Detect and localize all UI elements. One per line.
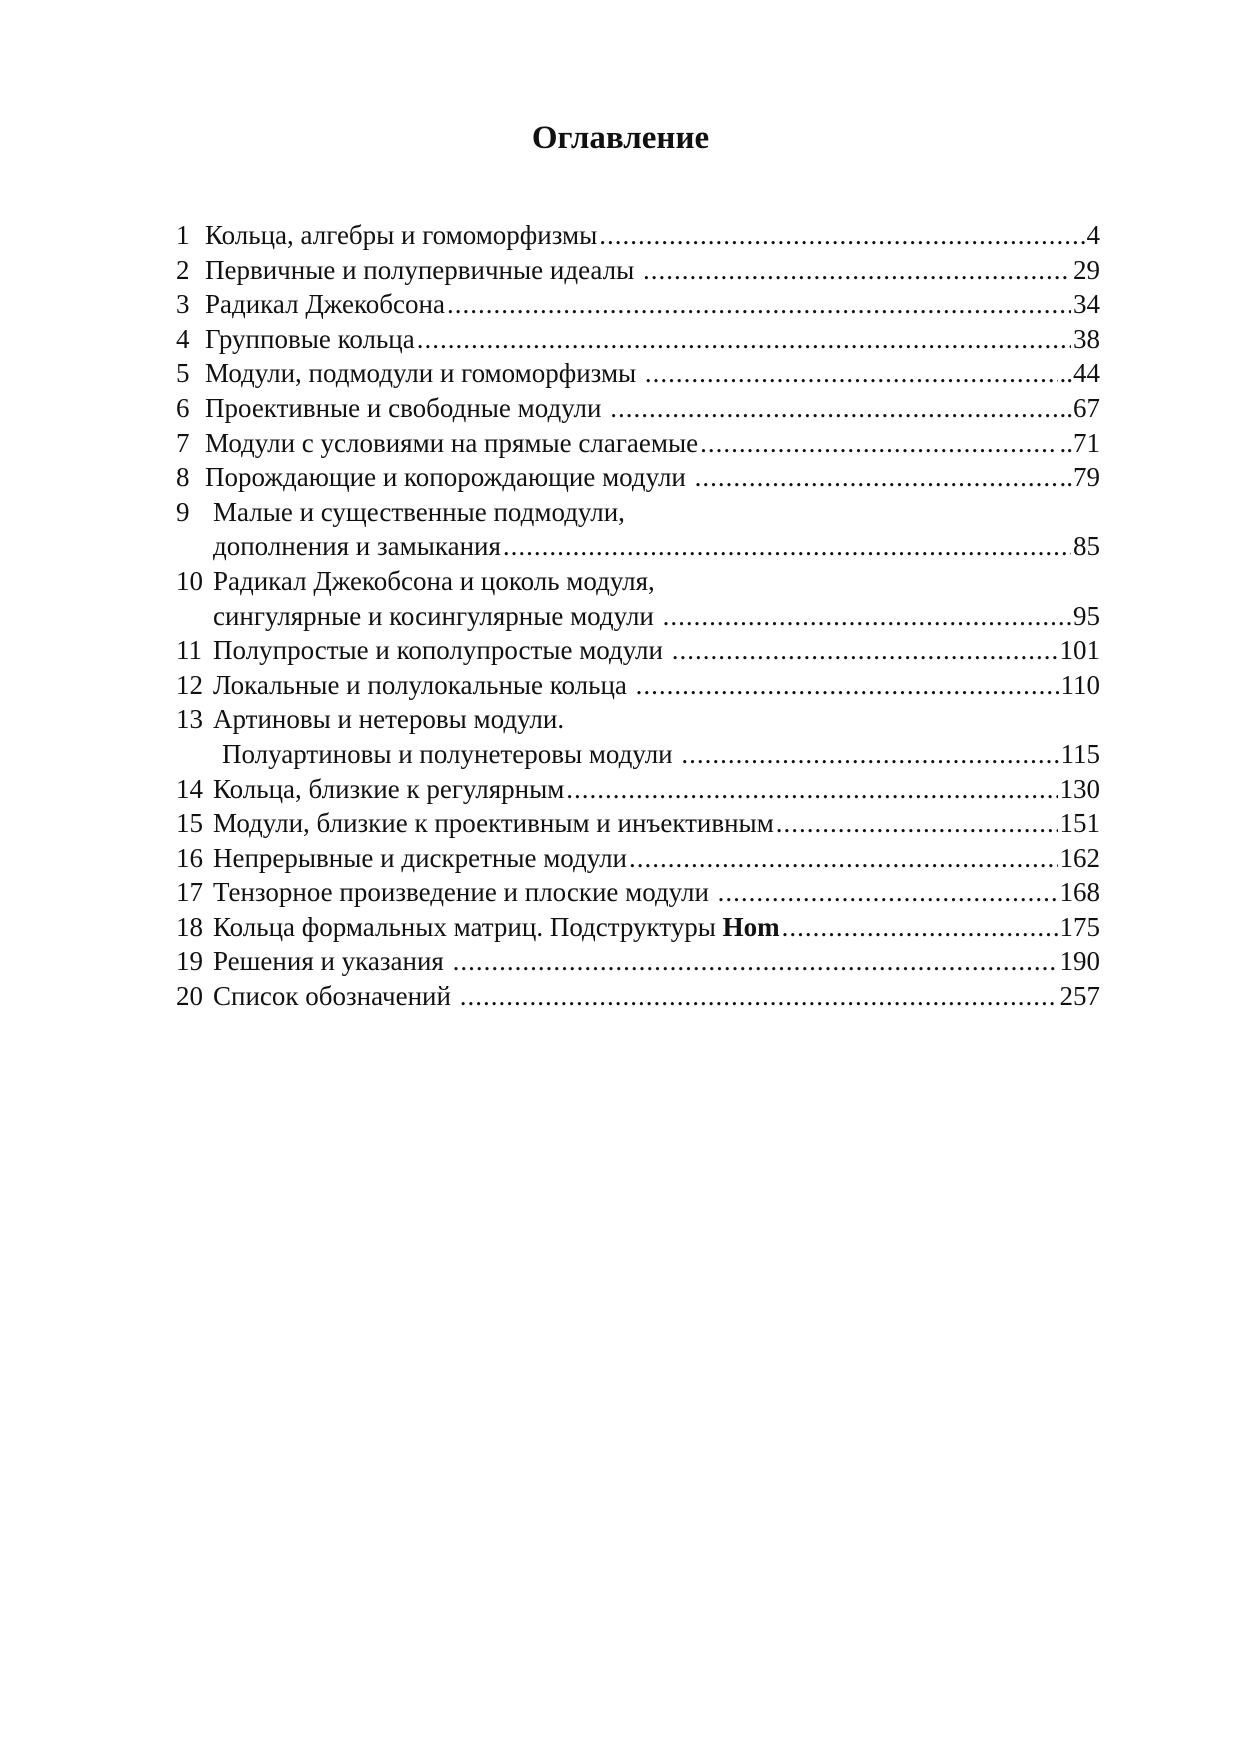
toc-entry-4[interactable] xyxy=(176,322,1100,357)
toc-entry-title: Полупростые и кополупростые модули xyxy=(213,635,670,666)
toc-entry-number: 16 xyxy=(176,842,203,873)
dot-leader xyxy=(776,806,1058,841)
toc-entry-number: 13 xyxy=(176,704,203,735)
toc-entry-title xyxy=(213,910,780,945)
toc-entry-page: 168 xyxy=(1059,877,1100,908)
toc-entry-page: 95 xyxy=(1073,600,1100,631)
toc-entry-title: Радикал Джекобсона xyxy=(205,289,445,320)
dot-leader xyxy=(599,218,1084,253)
toc-entry-number: 19 xyxy=(176,946,203,977)
toc-entry-title: Полуартиновы и полунетеровы модули xyxy=(222,738,680,769)
toc-entry-page: 257 xyxy=(1059,981,1100,1012)
toc-entry-number: 10 xyxy=(176,565,203,596)
toc-entry-title-first-line: Артиновы и нетеровы модули. xyxy=(213,704,565,735)
toc-entry-page: 190 xyxy=(1059,946,1100,977)
toc-entry-number: 4 xyxy=(176,323,190,354)
dot-leader xyxy=(460,979,1058,1014)
toc-entry-number: 17 xyxy=(176,877,203,908)
toc-entry-page: ..71 xyxy=(1059,427,1100,458)
toc-entry-11[interactable] xyxy=(176,633,1100,668)
dot-leader xyxy=(782,910,1058,945)
page-title: Оглавление xyxy=(531,120,710,156)
toc-entry-title: Модули, подмодули и гомоморфизмы xyxy=(205,358,643,389)
dot-leader xyxy=(695,460,1058,495)
toc-entry-title: Первичные и полупервичные идеалы xyxy=(205,254,641,285)
toc-entry-title-bold: Hom xyxy=(722,911,780,942)
toc-entry-8[interactable] xyxy=(176,460,1100,495)
dot-leader xyxy=(417,322,1071,357)
toc-entry-title: сингулярные и косингулярные модули xyxy=(213,600,661,631)
toc-entry-page: ..67 xyxy=(1059,392,1100,423)
toc-entry-number: 18 xyxy=(176,911,203,942)
dot-leader xyxy=(681,737,1058,772)
toc-entry-3[interactable] xyxy=(176,287,1100,322)
toc-entry-title: Решения и указания xyxy=(213,946,451,977)
dot-leader xyxy=(610,391,1057,426)
toc-entry-number: 1 xyxy=(176,220,190,250)
toc-entry-6[interactable] xyxy=(176,391,1100,426)
dot-leader xyxy=(663,599,1071,634)
toc-entry-number: 9 xyxy=(176,496,190,527)
toc-entry-page: 110 xyxy=(1060,669,1100,700)
toc-entry-page: 162 xyxy=(1059,842,1100,873)
toc-entry-title-first-line: Радикал Джекобсона и цоколь модуля, xyxy=(213,565,655,596)
toc-entry-title: Кольца, близкие к регулярным xyxy=(213,773,565,804)
toc-entry-page: ..44 xyxy=(1059,358,1100,389)
toc-entry-title: Тензорное произведение и плоские модули xyxy=(213,877,716,908)
toc-entry-page: 151 xyxy=(1059,808,1100,839)
dot-leader xyxy=(636,668,1059,703)
dot-leader xyxy=(645,356,1058,391)
toc-entry-5[interactable] xyxy=(176,356,1100,391)
toc-entry-20[interactable] xyxy=(176,979,1100,1014)
dot-leader xyxy=(453,944,1058,979)
toc-entry-title: Модули, близкие к проективным и инъективным xyxy=(213,808,774,839)
toc-entry-1[interactable] xyxy=(176,218,1100,253)
dot-leader xyxy=(672,633,1058,668)
toc-entry-13[interactable] xyxy=(176,702,1100,771)
toc-entry-number: 7 xyxy=(176,427,190,458)
toc-entry-title-first-line: Малые и существенные подмодули, xyxy=(213,496,625,527)
toc-entry-page: ..79 xyxy=(1059,462,1100,493)
table-of-contents xyxy=(176,218,1100,1014)
toc-entry-title: Проективные и свободные модули xyxy=(205,392,609,423)
toc-entry-page: 115 xyxy=(1060,738,1100,769)
dot-leader xyxy=(718,875,1058,910)
dot-leader xyxy=(700,426,1057,461)
toc-entry-9[interactable] xyxy=(176,495,1100,564)
toc-entry-number: 15 xyxy=(176,808,203,839)
dot-leader xyxy=(629,841,1057,876)
toc-entry-number: 8 xyxy=(176,462,190,493)
toc-entry-19[interactable] xyxy=(176,944,1100,979)
dot-leader xyxy=(447,287,1071,322)
toc-entry-title: Модули с условиями на прямые слагаемые xyxy=(205,427,699,458)
toc-entry-number: 3 xyxy=(176,289,190,320)
toc-entry-title: Групповые кольца xyxy=(205,323,415,354)
toc-entry-number: 5 xyxy=(176,358,190,389)
dot-leader xyxy=(643,253,1071,288)
toc-entry-number: 20 xyxy=(176,981,203,1012)
toc-entry-page: 34 xyxy=(1073,289,1100,320)
toc-entry-title: Локальные и полулокальные кольца xyxy=(213,669,634,700)
toc-entry-17[interactable] xyxy=(176,875,1100,910)
toc-entry-number: 2 xyxy=(176,254,190,285)
toc-entry-page: 29 xyxy=(1073,254,1100,285)
toc-entry-title: Порождающие и копорождающие модули xyxy=(205,462,693,493)
toc-entry-number: 11 xyxy=(176,635,202,666)
dot-leader xyxy=(503,529,1071,564)
toc-entry-page: 101 xyxy=(1059,635,1100,666)
toc-entry-number: 14 xyxy=(176,773,203,804)
toc-entry-18[interactable] xyxy=(176,910,1100,945)
toc-entry-page: 85 xyxy=(1073,531,1100,562)
toc-entry-14[interactable] xyxy=(176,772,1100,807)
dot-leader xyxy=(566,772,1057,807)
toc-entry-title: дополнения и замыкания xyxy=(213,531,501,562)
toc-entry-title-text: Кольца формальных матриц. Подструктуры xyxy=(213,911,723,942)
toc-entry-page: 4 xyxy=(1086,220,1100,250)
toc-entry-12[interactable] xyxy=(176,668,1100,703)
toc-entry-page: 38 xyxy=(1073,323,1100,354)
toc-entry-16[interactable] xyxy=(176,841,1100,876)
toc-entry-15[interactable] xyxy=(176,806,1100,841)
toc-entry-title: Список обозначений xyxy=(213,981,458,1012)
toc-entry-number: 12 xyxy=(176,669,203,700)
toc-entry-2[interactable] xyxy=(176,253,1100,288)
toc-entry-7[interactable] xyxy=(176,426,1100,461)
toc-entry-title: Непрерывные и дискретные модули xyxy=(213,842,628,873)
toc-entry-10[interactable] xyxy=(176,564,1100,633)
toc-entry-page: 175 xyxy=(1059,911,1100,942)
toc-entry-number: 6 xyxy=(176,392,190,423)
toc-entry-page: 130 xyxy=(1059,773,1100,804)
toc-entry-title: Кольца, алгебры и гомоморфизмы xyxy=(205,220,598,250)
